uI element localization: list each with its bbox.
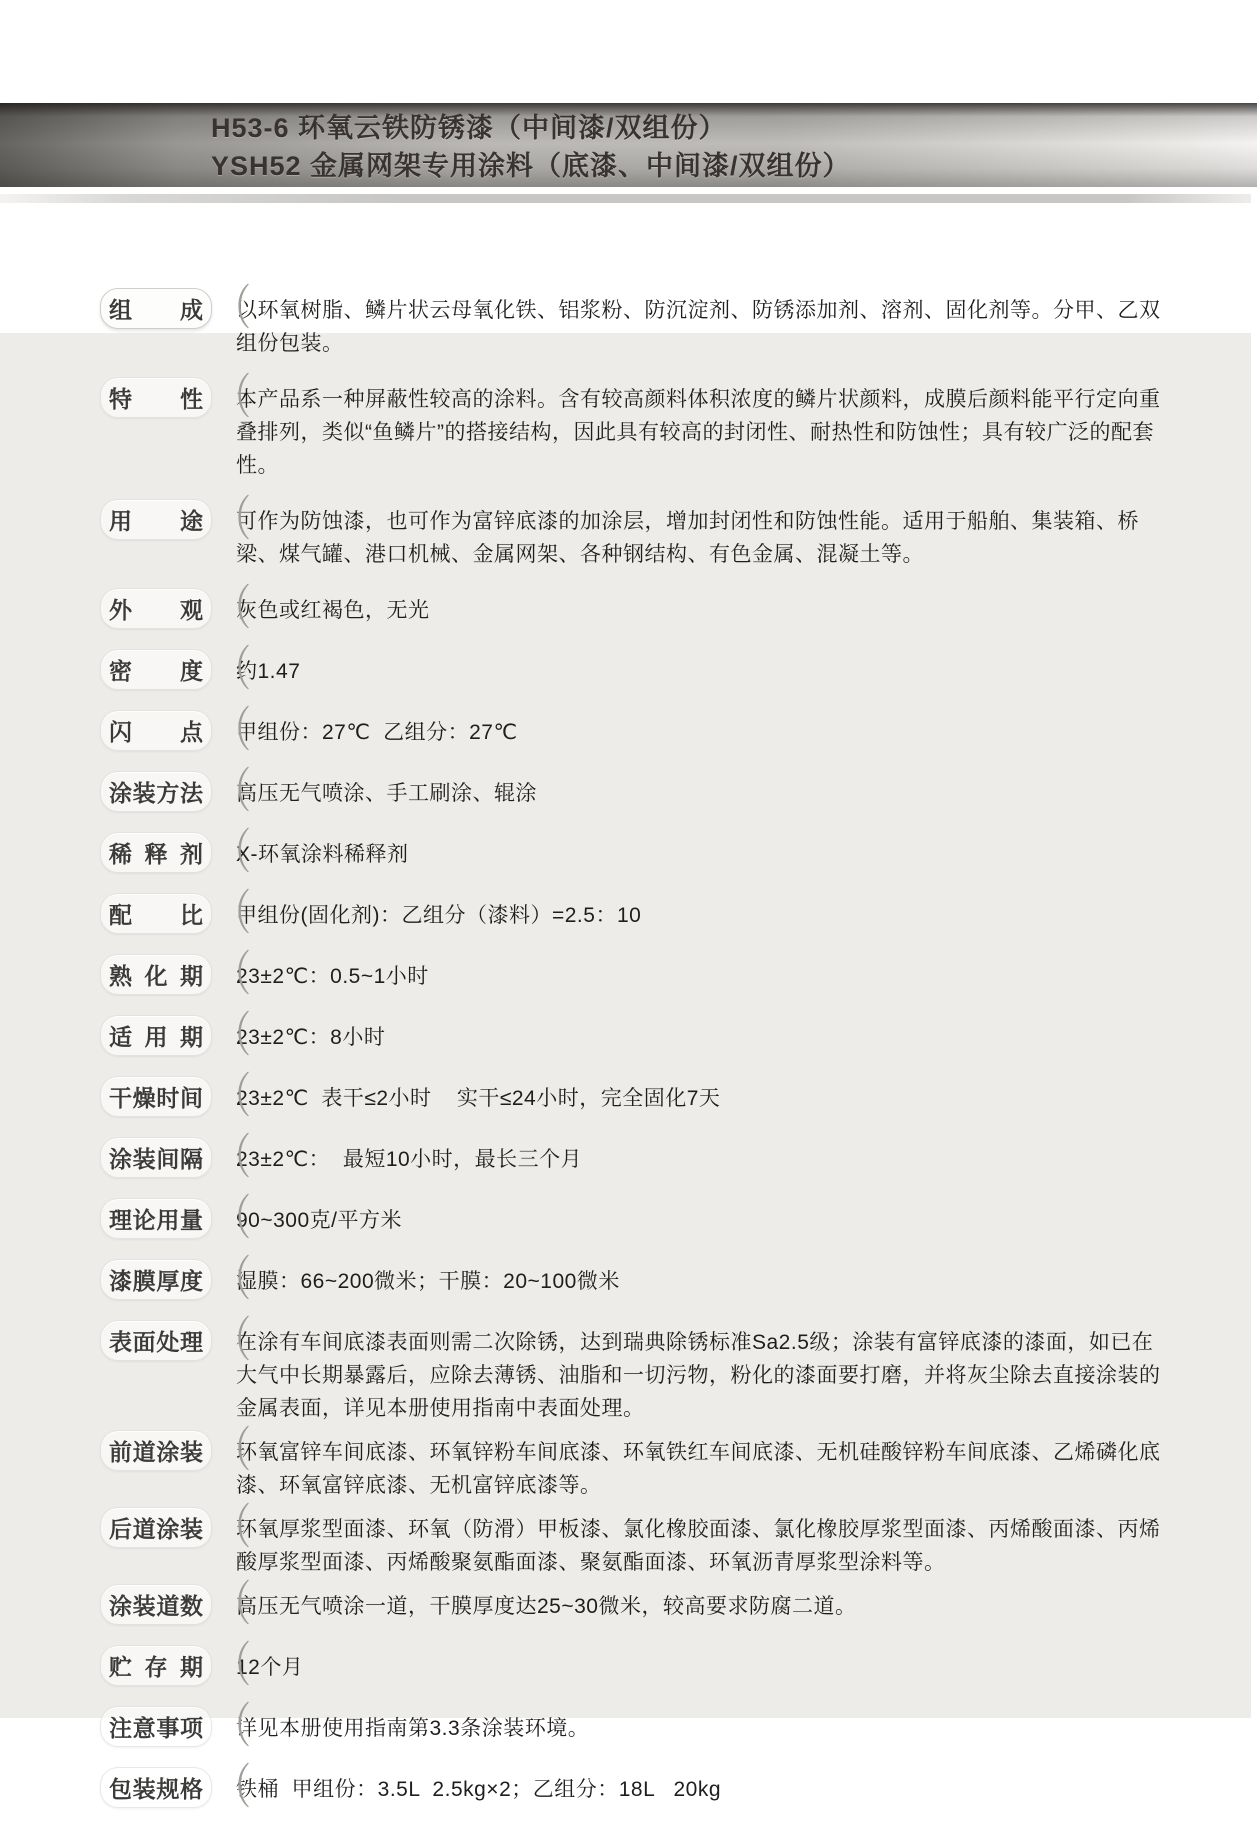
spec-row (100, 1700, 1210, 1753)
field-value: 甲组份(固化剂)：乙组分（漆料）=2.5：10 (236, 904, 642, 927)
spec-row (100, 1639, 1210, 1692)
field-label-char: 性 (180, 386, 203, 412)
field-label-char: 涂 (109, 1146, 132, 1172)
field-label (100, 832, 212, 873)
field-label (100, 377, 212, 418)
field-label-char: 外 (109, 597, 132, 623)
spec-row (100, 643, 1210, 696)
spec-row (100, 1578, 1210, 1631)
field-label-char: 时 (156, 1085, 180, 1111)
field-label (100, 288, 212, 329)
field-label-char: 存 (144, 1654, 168, 1680)
field-label (100, 1584, 212, 1625)
spec-row (100, 282, 1210, 360)
field-label-char: 用 (109, 508, 132, 534)
field-value: 本产品系一种屏蔽性较高的涂料。含有较高颜料体积浓度的鳞片状颜料，成膜后颜料能平行定向重叠排列，类似“鱼鳞片”的搭接结构，因此具有较高的封闭性、耐热性和防蚀性；具有较广泛的配套性。 (236, 388, 1161, 477)
field-label (100, 1259, 212, 1300)
field-value: 可作为防蚀漆，也可作为富锌底漆的加涂层，增加封闭性和防蚀性能。适用于船舶、集装箱、桥梁、煤气罐、港口机械、金属网架、各种钢结构、有色金属、混凝土等。 (236, 510, 1139, 566)
open-paren-decoration: （ (215, 493, 252, 546)
field-label-char: 期 (180, 1024, 203, 1050)
field-label-char: 装 (132, 1776, 156, 1802)
field-label-char: 化 (144, 963, 168, 989)
field-label-char: 期 (180, 1654, 203, 1680)
field-label-char: 特 (109, 386, 132, 412)
product-title-line-2: YSH52 金属网架专用涂料（底漆、中间漆/双组份） (211, 151, 851, 181)
spec-row (100, 1424, 1210, 1502)
open-paren-decoration: （ (215, 282, 252, 335)
field-label (100, 1320, 212, 1361)
field-value: 23±2℃：8小时 (236, 1026, 386, 1049)
field-label-char: 表 (109, 1329, 132, 1355)
field-label (100, 954, 212, 995)
field-label-char: 项 (179, 1715, 203, 1741)
field-label-char: 量 (179, 1207, 203, 1233)
open-paren-decoration: （ (215, 948, 252, 1001)
product-title-line-1: H53-6 环氧云铁防锈漆（中间漆/双组份） (211, 113, 727, 143)
field-label (100, 588, 212, 629)
field-label-char: 法 (179, 780, 203, 806)
field-value: 以环氧树脂、鳞片状云母氧化铁、铝浆粉、防沉淀剂、防锈添加剂、溶剂、固化剂等。分甲、乙双组份包装。 (236, 299, 1161, 355)
spec-row (100, 1314, 1210, 1425)
field-label-char: 度 (180, 658, 203, 684)
field-label-char: 比 (180, 902, 203, 928)
field-label-char: 用 (144, 1024, 168, 1050)
field-value: 23±2℃：0.5~1小时 (236, 965, 429, 988)
spec-row (100, 826, 1210, 879)
spec-row (100, 582, 1210, 635)
field-label-char: 干 (109, 1085, 132, 1111)
open-paren-decoration: （ (215, 1009, 252, 1062)
open-paren-decoration: （ (215, 582, 252, 635)
field-value: 12个月 (236, 1656, 304, 1679)
field-label-char: 包 (109, 1776, 132, 1802)
field-label-char: 间 (179, 1085, 203, 1111)
field-label (100, 1767, 212, 1808)
field-label-char: 膜 (132, 1268, 156, 1294)
spec-row (100, 1131, 1210, 1184)
field-label (100, 893, 212, 934)
field-label-char: 道 (156, 1593, 180, 1619)
field-value: 环氧厚浆型面漆、环氧（防滑）甲板漆、氯化橡胶面漆、氯化橡胶厚浆型面漆、丙烯酸面漆、丙烯酸厚浆型面漆、丙烯酸聚氨酯面漆、聚氨酯面漆、环氧沥青厚浆型涂料等。 (236, 1518, 1161, 1574)
field-label-char: 观 (180, 597, 203, 623)
field-label-char: 数 (179, 1593, 203, 1619)
field-label-char: 道 (132, 1516, 156, 1542)
open-paren-decoration: （ (215, 826, 252, 879)
field-label-char: 论 (132, 1207, 156, 1233)
field-value: 灰色或红褐色，无光 (236, 599, 430, 622)
field-label (100, 1706, 212, 1747)
open-paren-decoration: （ (215, 1070, 252, 1123)
open-paren-decoration: （ (215, 1761, 252, 1814)
field-label-char: 装 (179, 1439, 203, 1465)
header-shadow-strip (0, 194, 1251, 203)
spec-row (100, 1009, 1210, 1062)
field-label-char: 涂 (109, 780, 132, 806)
open-paren-decoration: （ (215, 1501, 252, 1554)
field-label-char: 厚 (156, 1268, 180, 1294)
field-value: 23±2℃ 表干≤2小时 实干≤24小时，完全固化7天 (236, 1087, 721, 1110)
header-band (0, 103, 1257, 187)
field-label-char: 装 (179, 1516, 203, 1542)
spec-row (100, 948, 1210, 1001)
field-label-char: 道 (132, 1439, 156, 1465)
field-label-char: 方 (156, 780, 180, 806)
open-paren-decoration: （ (215, 1424, 252, 1477)
field-label-char: 期 (180, 963, 203, 989)
spec-list (100, 282, 1210, 1832)
spec-row (100, 371, 1210, 482)
field-value: 在涂有车间底漆表面则需二次除锈，达到瑞典除锈标准Sa2.5级；涂装有富锌底漆的漆面，如已在大气中长期暴露后，应除去薄锈、油脂和一切污物，粉化的漆面要打磨，并将灰尘除去直接涂装的金属表面，详见本册使用指南中表面处理。 (236, 1331, 1161, 1420)
field-label (100, 1076, 212, 1117)
field-label-char: 装 (132, 1146, 156, 1172)
field-label (100, 1645, 212, 1686)
field-label-char: 熟 (109, 963, 132, 989)
field-label-char: 后 (109, 1516, 132, 1542)
open-paren-decoration: （ (215, 1700, 252, 1753)
field-label-char: 理 (109, 1207, 132, 1233)
open-paren-decoration: （ (215, 887, 252, 940)
field-label-char: 理 (179, 1329, 203, 1355)
field-value: 详见本册使用指南第3.3条涂装环境。 (236, 1717, 590, 1740)
open-paren-decoration: （ (215, 1578, 252, 1631)
open-paren-decoration: （ (215, 1192, 252, 1245)
field-label-char: 闪 (109, 719, 132, 745)
spec-row (100, 1761, 1210, 1814)
field-label-char: 途 (180, 508, 203, 534)
open-paren-decoration: （ (215, 704, 252, 757)
field-label-char: 成 (180, 297, 203, 323)
field-label-char: 点 (180, 719, 203, 745)
spec-row (100, 1192, 1210, 1245)
field-value: 高压无气喷涂、手工刷涂、辊涂 (236, 782, 537, 805)
open-paren-decoration: （ (215, 1253, 252, 1306)
field-value: 铁桶 甲组份：3.5L 2.5kg×2；乙组分：18L 20kg (236, 1778, 722, 1801)
spec-row (100, 1070, 1210, 1123)
open-paren-decoration: （ (215, 1131, 252, 1184)
field-label-char: 适 (109, 1024, 132, 1050)
field-label-char: 稀 (109, 841, 132, 867)
field-value: 约1.47 (236, 660, 301, 683)
field-label (100, 710, 212, 751)
field-label-char: 涂 (109, 1593, 132, 1619)
field-label-char: 组 (109, 297, 132, 323)
open-paren-decoration: （ (215, 1639, 252, 1692)
field-label-char: 密 (109, 658, 132, 684)
field-label-char: 释 (144, 841, 168, 867)
field-label-char: 事 (156, 1715, 180, 1741)
field-value: 环氧富锌车间底漆、环氧锌粉车间底漆、环氧铁红车间底漆、无机硅酸锌粉车间底漆、乙烯磷化底漆、环氧富锌底漆、无机富锌底漆等。 (236, 1441, 1161, 1497)
field-label-char: 燥 (132, 1085, 156, 1111)
field-value: 23±2℃： 最短10小时，最长三个月 (236, 1148, 583, 1171)
field-label-char: 涂 (156, 1516, 180, 1542)
field-value: X-环氧涂料稀释剂 (236, 843, 409, 866)
open-paren-decoration: （ (215, 765, 252, 818)
field-label (100, 499, 212, 540)
spec-row (100, 493, 1210, 571)
open-paren-decoration: （ (215, 1314, 252, 1367)
field-label (100, 1137, 212, 1178)
field-label-char: 间 (156, 1146, 180, 1172)
field-label-char: 前 (109, 1439, 132, 1465)
field-value: 90~300克/平方米 (236, 1209, 402, 1232)
field-label-char: 处 (156, 1329, 180, 1355)
field-label (100, 1198, 212, 1239)
field-label-char: 剂 (180, 841, 203, 867)
field-label (100, 1507, 212, 1548)
field-label (100, 771, 212, 812)
field-label-char: 面 (132, 1329, 156, 1355)
field-value: 高压无气喷涂一道，干膜厚度达25~30微米，较高要求防腐二道。 (236, 1595, 857, 1618)
spec-row (100, 887, 1210, 940)
field-label-char: 装 (132, 1593, 156, 1619)
spec-row (100, 704, 1210, 757)
field-label-char: 度 (179, 1268, 203, 1294)
field-label-char: 隔 (179, 1146, 203, 1172)
field-label (100, 649, 212, 690)
field-label (100, 1430, 212, 1471)
field-label-char: 配 (109, 902, 132, 928)
field-label-char: 格 (179, 1776, 203, 1802)
field-label-char: 漆 (109, 1268, 132, 1294)
field-label-char: 涂 (156, 1439, 180, 1465)
open-paren-decoration: （ (215, 371, 252, 424)
spec-row (100, 765, 1210, 818)
field-label-char: 装 (132, 780, 156, 806)
field-label-char: 用 (156, 1207, 180, 1233)
field-value: 甲组份：27℃ 乙组分：27℃ (236, 721, 518, 744)
spec-row (100, 1253, 1210, 1306)
field-label-char: 意 (132, 1715, 156, 1741)
field-value: 湿膜：66~200微米；干膜：20~100微米 (236, 1270, 620, 1293)
field-label-char: 贮 (109, 1654, 132, 1680)
field-label-char: 规 (156, 1776, 180, 1802)
field-label-char: 注 (109, 1715, 132, 1741)
spec-row (100, 1501, 1210, 1579)
field-label (100, 1015, 212, 1056)
open-paren-decoration: （ (215, 643, 252, 696)
